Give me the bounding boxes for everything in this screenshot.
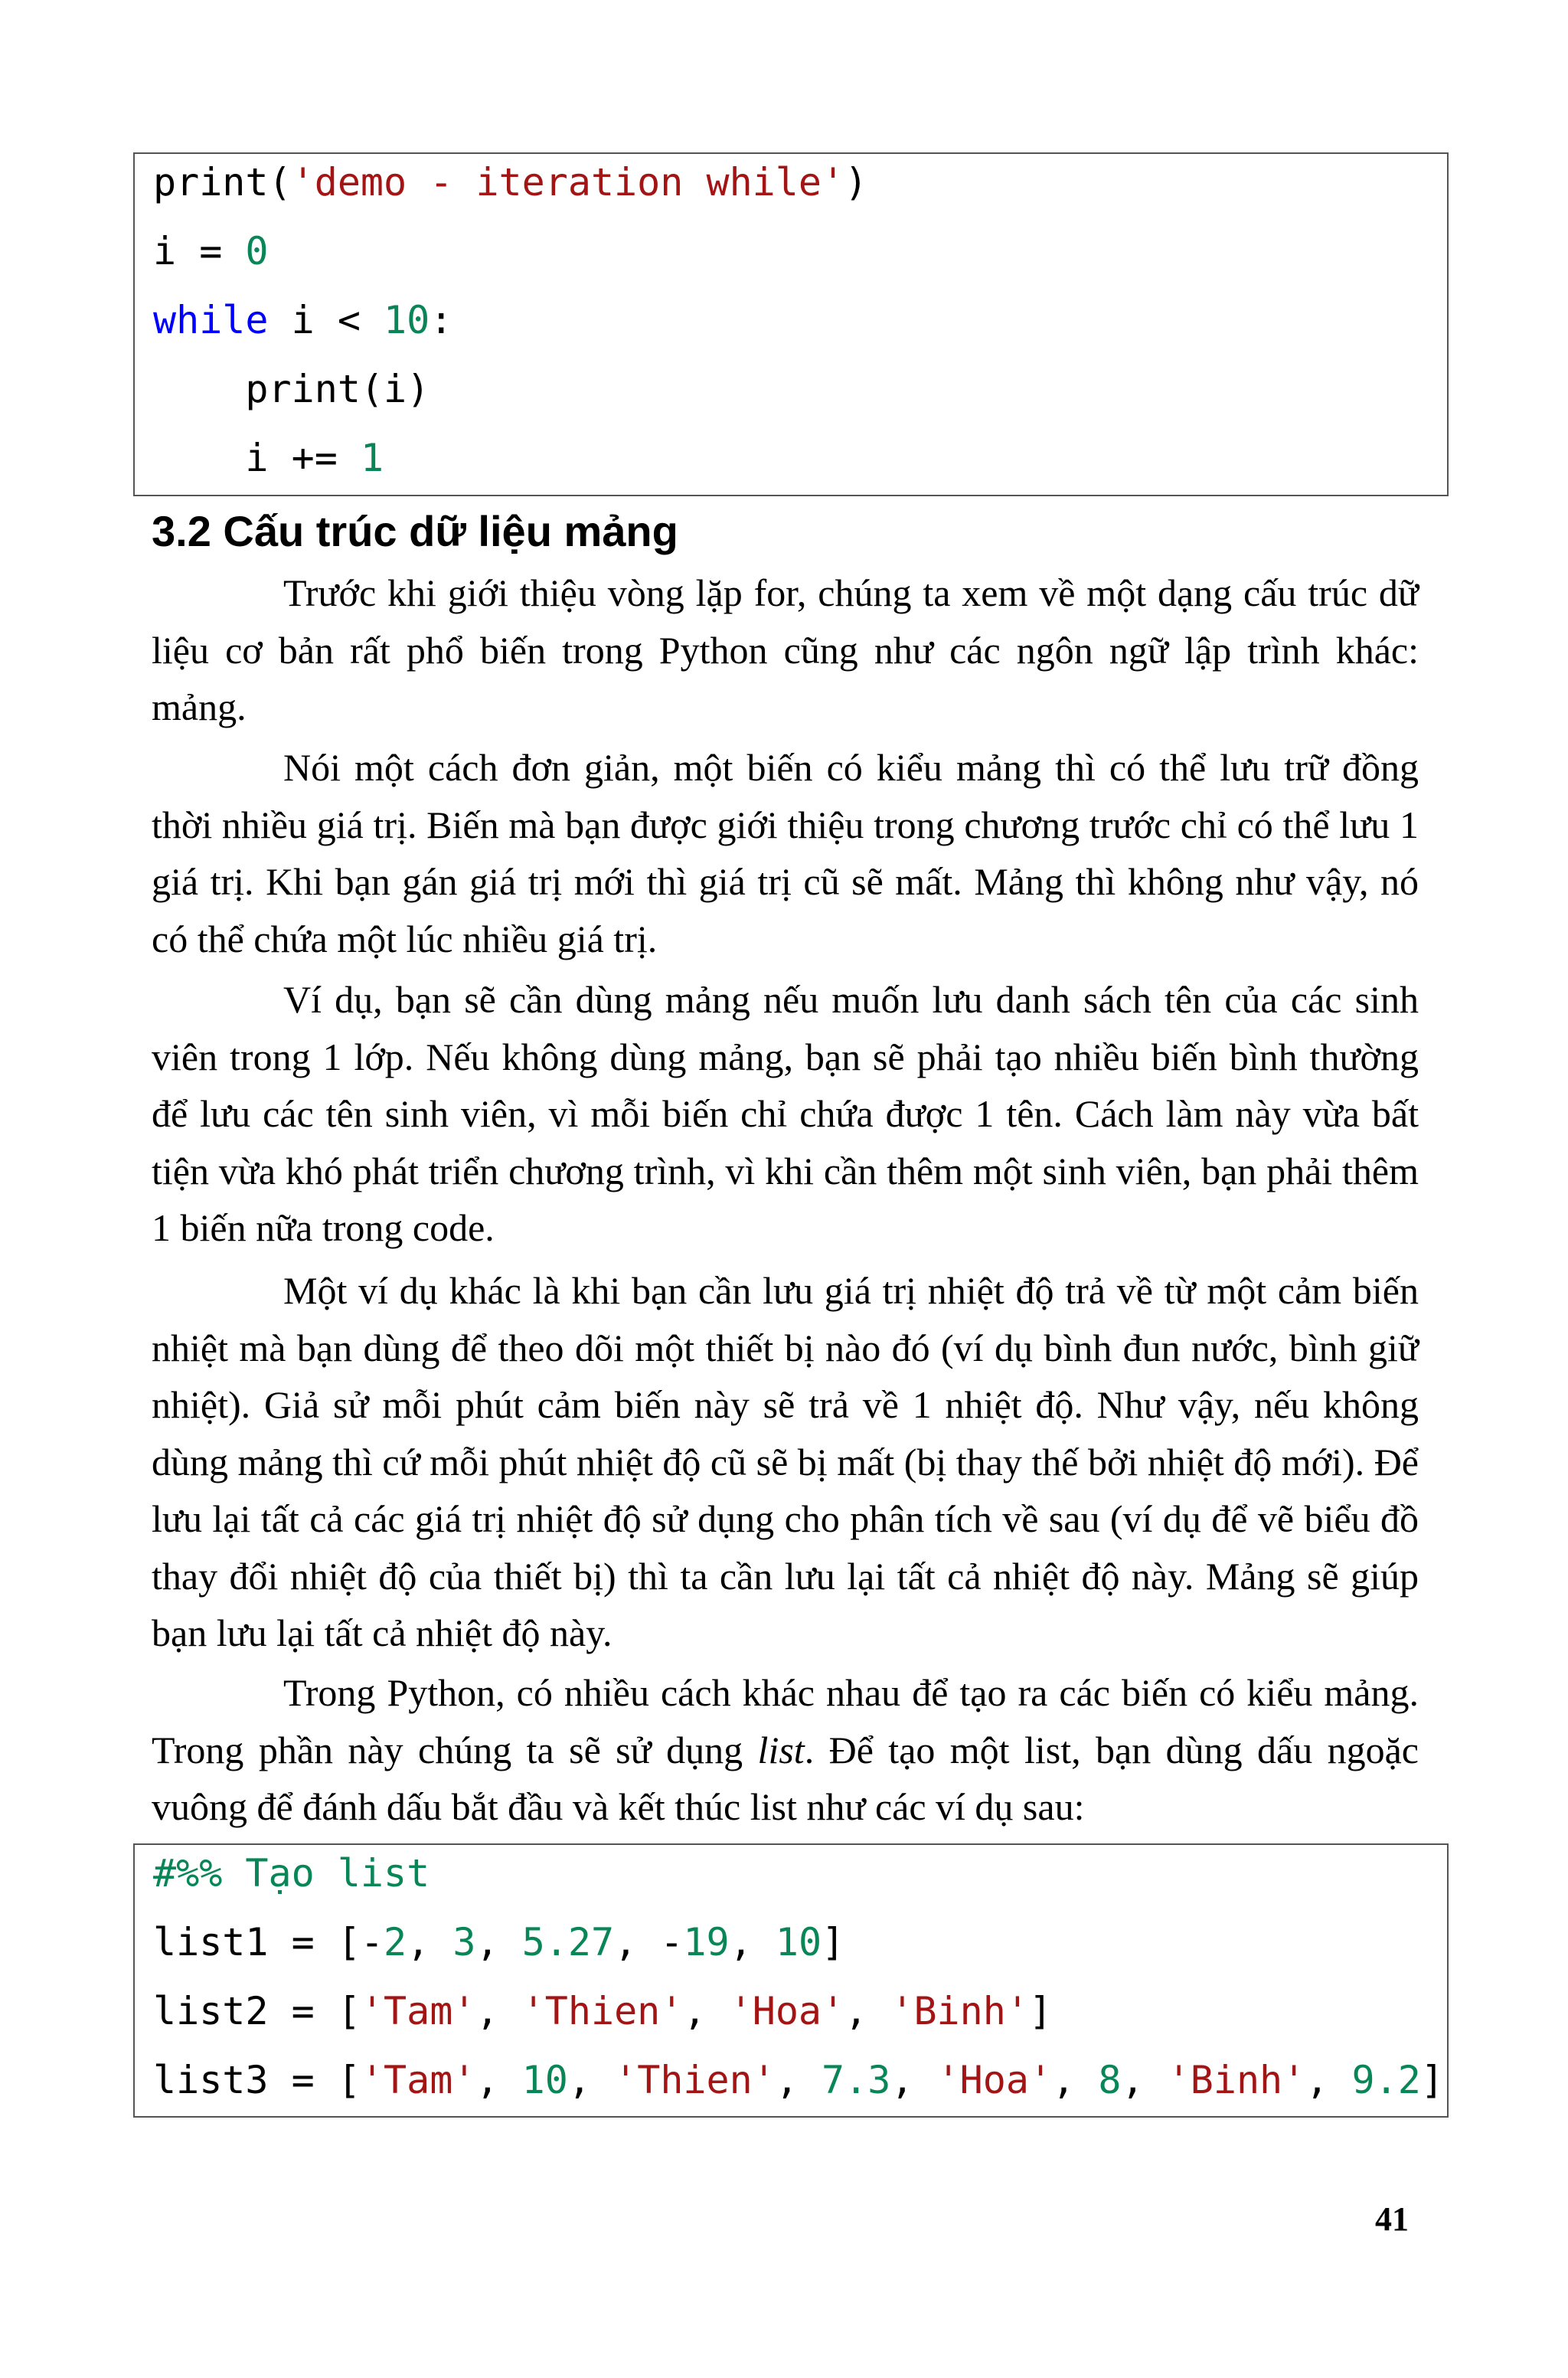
code-number: 5.27: [521, 1920, 615, 1964]
code-string: 'Tam': [360, 2058, 476, 2102]
code-number: 19: [683, 1920, 730, 1964]
code-line: [153, 159, 867, 205]
code-token: ]: [822, 1920, 845, 1964]
code-token: ,: [475, 1989, 522, 2033]
section-heading: 3.2 Cấu trúc dữ liệu mảng: [152, 507, 678, 555]
emphasis-list-term: list: [757, 1728, 805, 1771]
code-token: ,: [775, 2058, 822, 2102]
code-token: ,: [1052, 2058, 1099, 2102]
code-token: ,: [407, 1920, 453, 1964]
code-token: ,: [475, 1920, 522, 1964]
paragraph-text: Trong Python, có nhiều cách khác nhau để tạo ra các biến có kiểu mảng. Trong phần này chúng ta sẽ sử dụng: [152, 1671, 1419, 1771]
code-line: [153, 1988, 1052, 2034]
code-token: list3 = [: [153, 2058, 361, 2102]
code-token: i +=: [153, 436, 361, 480]
code-token: , -: [614, 1920, 684, 1964]
code-token: ]: [1028, 1989, 1053, 2033]
code-string: 'Thien': [614, 2058, 776, 2102]
code-number: 2: [384, 1920, 407, 1964]
code-line: [153, 228, 269, 274]
code-string: 'Binh': [1167, 2058, 1306, 2102]
paragraph-student-example: Ví dụ, bạn sẽ cần dùng mảng nếu muốn lưu danh sách tên của các sinh viên trong 1 lớp. Nếu không dùng mảng, bạn sẽ phải tạo nhiều biến bình thường để lưu các tên sinh viên, vì mỗi biến chỉ chứa được 1 tên. Cách làm này vừa bất tiện vừa khó phát triển chương trình, vì khi cần thêm một sinh viên, bạn phải thêm 1 biến nữa trong code.: [152, 978, 1419, 1249]
code-token: ): [844, 160, 868, 204]
code-number: 7.3: [822, 2058, 891, 2102]
paragraph-text: . Để tạo một list, bạn dùng dấu ngoặc vuông để đánh dấu bắt đầu và kết thúc list như các ví dụ sau:: [152, 1728, 1419, 1828]
code-number: 8: [1098, 2058, 1122, 2102]
code-number: 10: [384, 298, 430, 342]
code-number: 0: [245, 229, 269, 273]
code-token: ,: [475, 2058, 522, 2102]
code-token: ,: [890, 2058, 937, 2102]
code-token: i <: [268, 298, 384, 342]
code-line: [153, 2057, 1444, 2103]
code-string: 'Binh': [890, 1989, 1029, 2033]
code-token: print(: [153, 160, 292, 204]
paragraph-intro: Trước khi giới thiệu vòng lặp for, chúng ta xem về một dạng cấu trúc dữ liệu cơ bản rất phổ biến trong Python cũng như các ngôn ngữ lập trình khác: mảng.: [152, 571, 1419, 728]
code-token: ,: [729, 1920, 776, 1964]
code-token: ,: [1305, 2058, 1352, 2102]
code-line: [153, 435, 384, 481]
code-token: ,: [844, 1989, 891, 2033]
code-number: 10: [775, 1920, 822, 1964]
code-number: 9.2: [1351, 2058, 1421, 2102]
code-line: [153, 1850, 430, 1896]
code-line: [153, 1919, 844, 1965]
paragraph-array-definition: Nói một cách đơn giản, một biến có kiểu mảng thì có thể lưu trữ đồng thời nhiều giá trị. Biến mà bạn được giới thiệu trong chương trước chỉ có thể lưu 1 giá trị. Khi bạn gán giá trị mới thì giá trị cũ sẽ mất. Mảng thì không như vậy, nó có thể chứa một lúc nhiều giá trị.: [152, 746, 1419, 960]
code-token: ,: [683, 1989, 730, 2033]
code-comment: #%% Tạo list: [153, 1851, 430, 1896]
code-string: 'Hoa': [936, 2058, 1053, 2102]
code-token: i =: [153, 229, 246, 273]
code-block-while-loop: [133, 152, 1449, 496]
code-token: ]: [1420, 2058, 1444, 2102]
code-token: print(i): [153, 367, 430, 411]
paragraph-temperature-example: Một ví dụ khác là khi bạn cần lưu giá trị nhiệt độ trả về từ một cảm biến nhiệt mà bạn dùng để theo dõi một thiết bị nào đó (ví dụ bình đun nước, bình giữ nhiệt). Giả sử mỗi phút cảm biến này sẽ trả về 1 nhiệt độ. Như vậy, nếu không dùng mảng thì cứ mỗi phút nhiệt độ cũ sẽ bị mất (bị thay thế bởi nhiệt độ mới). Để lưu lại tất cả các giá trị nhiệt độ sử dụng cho phân tích về sau (ví dụ để vẽ biểu đồ thay đổi nhiệt độ của thiết bị) thì ta cần lưu lại tất cả nhiệt độ này. Mảng sẽ giúp bạn lưu lại tất cả nhiệt độ này.: [152, 1269, 1419, 1654]
code-string: 'Tam': [360, 1989, 476, 2033]
paragraph-python-list: [152, 1664, 1419, 1836]
code-string: 'Hoa': [729, 1989, 845, 2033]
code-token: list2 = [: [153, 1989, 361, 2033]
code-number: 1: [360, 436, 384, 480]
code-token: list1 = [-: [153, 1920, 384, 1964]
code-token: :: [430, 298, 453, 342]
code-number: 3: [452, 1920, 476, 1964]
code-token: ,: [567, 2058, 615, 2102]
code-line: [153, 366, 430, 412]
code-keyword: while: [153, 298, 269, 342]
code-string: 'demo - iteration while': [291, 160, 845, 204]
code-line: [153, 297, 452, 343]
page-number: 41: [1375, 2200, 1409, 2238]
code-block-list-creation: [133, 1843, 1449, 2118]
code-string: 'Thien': [521, 1989, 684, 2033]
code-token: ,: [1121, 2058, 1168, 2102]
code-number: 10: [521, 2058, 568, 2102]
